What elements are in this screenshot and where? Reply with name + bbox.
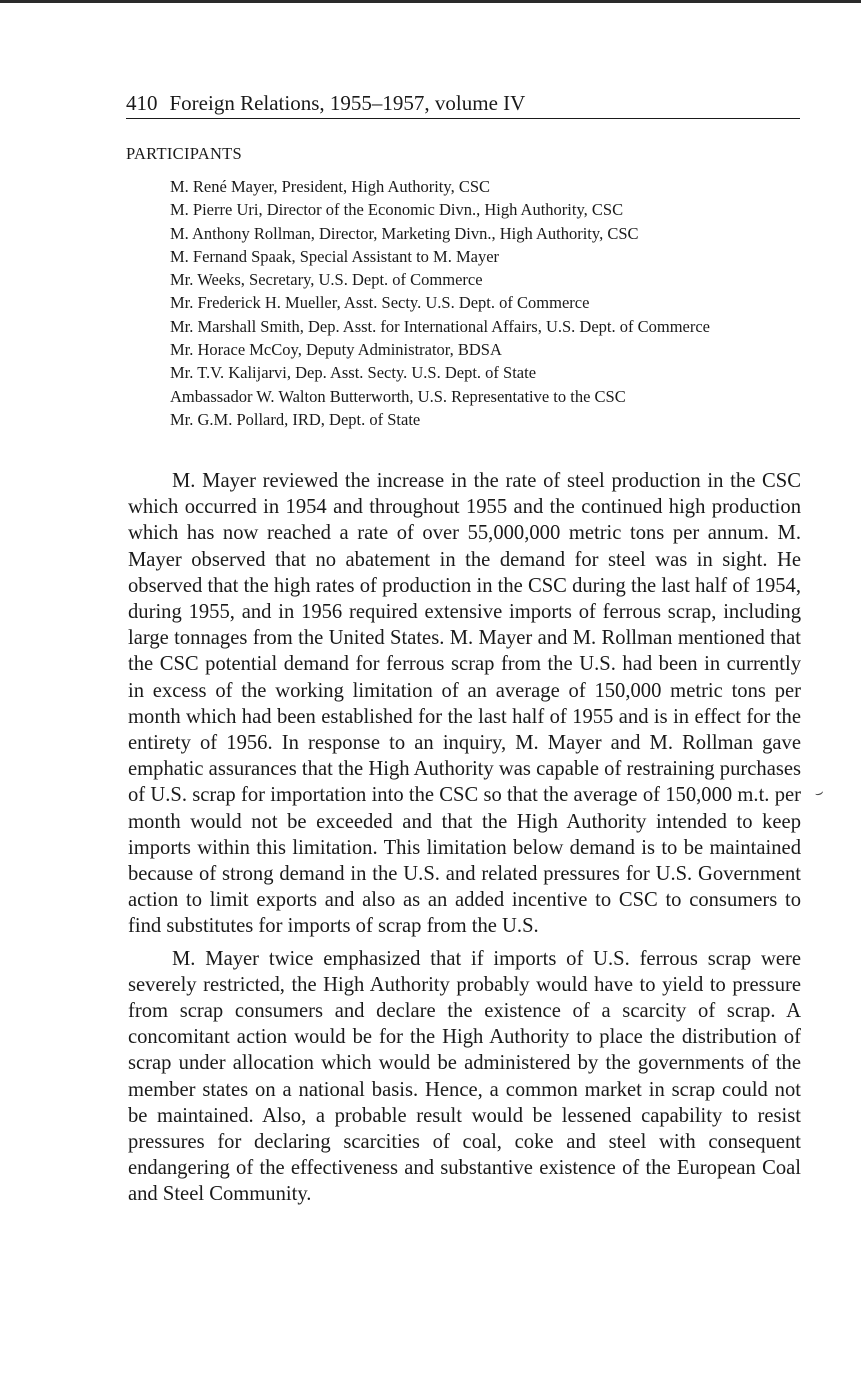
participant-item: Mr. Frederick H. Mueller, Asst. Secty. U.S. Dept. of Commerce <box>170 293 590 313</box>
participant-item: Mr. Weeks, Secretary, U.S. Dept. of Commerce <box>170 270 483 290</box>
page-top-edge <box>0 0 861 3</box>
body-paragraph: M. Mayer reviewed the increase in the rate of steel production in the CSC which occurred in 1954 and throughout 1955 and the continued high production which has now reached a rate of over 55,000,000 metric tons per annum. M. Mayer observed that no abatement in the demand for steel was in sight. He observed that the high rates of production in the CSC during the last half of 1954, during 1955, and in 1956 required extensive imports of ferrous scrap, including large tonnages from the United States. M. Mayer and M. Rollman mentioned that the CSC potential demand for ferrous scrap from the U.S. had been in currently in excess of the working limitation of an average of 150,000 metric tons per month which had been established for the last half of 1955 and is in effect for the entirety of 1956. In response to an inquiry, M. Mayer and M. Rollman gave emphatic assurances that the High Authority was capable of restraining purchases of U.S. scrap for importation into the CSC so that the average of 150,000 m.t. per month would not be exceeded and that the High Authority intended to keep imports within this limitation. This limitation below demand is to be maintained because of strong demand in the U.S. and related pressures for U.S. Government action to limit exports and also as an added incentive to CSC to consumers to find substitutes for imports of scrap from the U.S. <box>128 470 801 938</box>
body-paragraph: M. Mayer twice emphasized that if imports of U.S. ferrous scrap were severely restricted, the High Authority probably would have to yield to pressure from scrap consumers and declare the existence of a scarcity of scrap. A concomitant action would be for the High Authority to place the distribution of scrap under allocation which would be administered by the governments of the member states on a national basis. Hence, a common market in scrap could not be maintained. Also, a probable result would be lessened capability to resist pressures for declaring scarcities of coal, coke and steel with consequent endangering of the effectiveness and substantive existence of the European Coal and Steel Community. <box>128 947 801 1206</box>
participant-item: Mr. G.M. Pollard, IRD, Dept. of State <box>170 409 421 429</box>
running-header <box>126 88 800 119</box>
participant-item: Ambassador W. Walton Butterworth, U.S. Representative to the CSC <box>170 386 626 406</box>
participant-item: M. René Mayer, President, High Authority, CSC <box>170 177 491 196</box>
running-title: Foreign Relations, 1955–1957, volume IV <box>169 91 526 115</box>
participant-item: M. Anthony Rollman, Director, Marketing Divn., High Authority, CSC <box>170 223 639 243</box>
participant-item: Mr. Marshall Smith, Dep. Asst. for International Affairs, U.S. Dept. of Commerce <box>170 316 710 336</box>
body-text <box>128 468 801 1214</box>
page-number: 410 <box>126 91 158 115</box>
participant-item: Mr. T.V. Kalijarvi, Dep. Asst. Secty. U.S. Dept. of State <box>170 363 537 383</box>
participant-item: M. Pierre Uri, Director of the Economic Divn., High Authority, CSC <box>170 200 624 220</box>
margin-pencil-mark: ⌣ <box>812 784 827 803</box>
participants-list <box>170 175 800 431</box>
participant-item: M. Fernand Spaak, Special Assistant to M. Mayer <box>170 246 500 266</box>
participant-item: Mr. Horace McCoy, Deputy Administrator, BDSA <box>170 340 502 360</box>
participants-heading: PARTICIPANTS <box>126 144 243 163</box>
